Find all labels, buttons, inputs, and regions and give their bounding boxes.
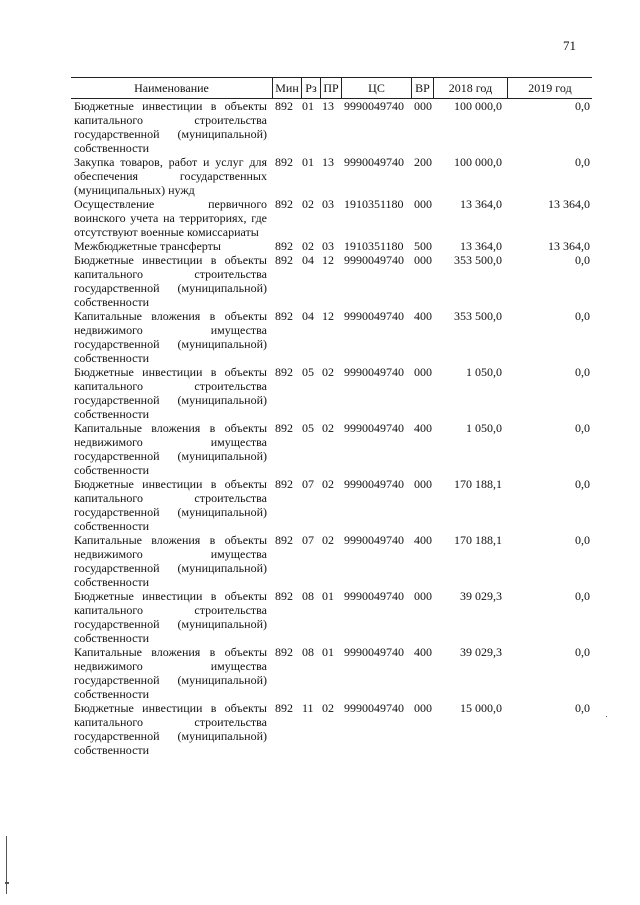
table-row xyxy=(71,239,592,253)
row-name: Бюджетные инвестиции в объекты капитального строительства государственной (муниципальной) собственности xyxy=(74,589,267,645)
row-vr: 200 xyxy=(414,155,432,169)
row-y2019: 13 364,0 xyxy=(548,239,590,253)
table-row xyxy=(71,477,592,533)
header-cs: ЦС xyxy=(341,78,411,98)
header-name: Наименование xyxy=(134,81,209,95)
row-y2019: 0,0 xyxy=(575,477,590,491)
table-row xyxy=(71,589,592,645)
row-vr: 000 xyxy=(414,365,432,379)
row-y2018: 39 029,3 xyxy=(460,645,502,659)
row-vr: 400 xyxy=(414,533,432,547)
row-rz: 04 xyxy=(302,309,314,323)
row-min: 892 xyxy=(275,421,293,435)
row-y2019: 0,0 xyxy=(575,701,590,715)
row-vr: 400 xyxy=(414,421,432,435)
row-vr: 000 xyxy=(414,477,432,491)
table-row xyxy=(71,365,592,421)
row-min: 892 xyxy=(275,589,293,603)
row-y2019: 0,0 xyxy=(575,155,590,169)
row-pr: 12 xyxy=(322,253,334,267)
row-min: 892 xyxy=(275,701,293,715)
row-rz: 02 xyxy=(302,197,314,211)
row-cs: 9990049740 xyxy=(344,365,404,379)
row-name: Закупка товаров, работ и услуг для обеспечения государственных (муниципальных) нужд xyxy=(74,155,267,197)
row-name: Капитальные вложения в объекты недвижимого имущества государственной (муниципальной) собственности xyxy=(74,645,267,701)
row-rz: 08 xyxy=(302,589,314,603)
row-y2018: 13 364,0 xyxy=(460,239,502,253)
row-vr: 000 xyxy=(414,701,432,715)
row-vr: 500 xyxy=(414,239,432,253)
header-rz: Рз xyxy=(301,78,320,98)
row-cs: 9990049740 xyxy=(344,477,404,491)
row-rz: 02 xyxy=(302,239,314,253)
row-y2019: 0,0 xyxy=(575,645,590,659)
row-cs: 1910351180 xyxy=(344,197,404,211)
row-rz: 04 xyxy=(302,253,314,267)
page-number: 71 xyxy=(563,38,576,53)
header-pr: ПР xyxy=(320,78,341,98)
row-min: 892 xyxy=(275,197,293,211)
row-y2018: 15 000,0 xyxy=(460,701,502,715)
row-pr: 02 xyxy=(322,533,334,547)
row-name: Бюджетные инвестиции в объекты капитального строительства государственной (муниципальной) собственности xyxy=(74,701,267,757)
row-cs: 1910351180 xyxy=(344,239,404,253)
row-min: 892 xyxy=(275,477,293,491)
row-pr: 02 xyxy=(322,477,334,491)
row-y2018: 100 000,0 xyxy=(454,155,502,169)
row-pr: 02 xyxy=(322,701,334,715)
table-row xyxy=(71,99,592,155)
row-vr: 400 xyxy=(414,645,432,659)
row-vr: 000 xyxy=(414,197,432,211)
scan-mark xyxy=(6,836,7,894)
row-y2018: 353 500,0 xyxy=(454,309,502,323)
row-y2018: 13 364,0 xyxy=(460,197,502,211)
row-cs: 9990049740 xyxy=(344,309,404,323)
row-name: Бюджетные инвестиции в объекты капитального строительства государственной (муниципальной) собственности xyxy=(74,99,267,155)
row-pr: 02 xyxy=(322,365,334,379)
row-y2018: 170 188,1 xyxy=(454,533,502,547)
row-pr: 01 xyxy=(322,645,334,659)
row-min: 892 xyxy=(275,645,293,659)
scan-mark xyxy=(606,716,607,717)
row-vr: 000 xyxy=(414,253,432,267)
header-2019: 2019 год xyxy=(507,78,592,98)
row-cs: 9990049740 xyxy=(344,253,404,267)
row-name: Капитальные вложения в объекты недвижимого имущества государственной (муниципальной) собственности xyxy=(74,309,267,365)
row-pr: 13 xyxy=(322,99,334,113)
row-name: Межбюджетные трансферты xyxy=(74,239,221,253)
row-cs: 9990049740 xyxy=(344,533,404,547)
row-y2018: 39 029,3 xyxy=(460,589,502,603)
header-vr: ВР xyxy=(411,78,433,98)
row-cs: 9990049740 xyxy=(344,421,404,435)
budget-table xyxy=(71,77,592,757)
header-2018: 2018 год xyxy=(433,78,507,98)
row-rz: 08 xyxy=(302,645,314,659)
row-rz: 05 xyxy=(302,421,314,435)
row-y2019: 0,0 xyxy=(575,253,590,267)
row-rz: 07 xyxy=(302,533,314,547)
row-cs: 9990049740 xyxy=(344,701,404,715)
row-rz: 01 xyxy=(302,99,314,113)
row-y2018: 100 000,0 xyxy=(454,99,502,113)
row-name: Капитальные вложения в объекты недвижимого имущества государственной (муниципальной) собственности xyxy=(74,533,267,589)
table-row xyxy=(71,645,592,701)
row-min: 892 xyxy=(275,239,293,253)
table-body xyxy=(71,99,592,757)
row-vr: 400 xyxy=(414,309,432,323)
row-y2019: 13 364,0 xyxy=(548,197,590,211)
row-min: 892 xyxy=(275,253,293,267)
table-row xyxy=(71,155,592,197)
row-min: 892 xyxy=(275,365,293,379)
row-y2019: 0,0 xyxy=(575,533,590,547)
row-pr: 03 xyxy=(322,197,334,211)
row-min: 892 xyxy=(275,533,293,547)
row-cs: 9990049740 xyxy=(344,155,404,169)
table-row xyxy=(71,253,592,309)
row-cs: 9990049740 xyxy=(344,99,404,113)
row-y2019: 0,0 xyxy=(575,309,590,323)
row-rz: 07 xyxy=(302,477,314,491)
row-vr: 000 xyxy=(414,589,432,603)
row-min: 892 xyxy=(275,155,293,169)
table-row xyxy=(71,421,592,477)
table-row xyxy=(71,533,592,589)
row-pr: 12 xyxy=(322,309,334,323)
table-row xyxy=(71,309,592,365)
row-cs: 9990049740 xyxy=(344,645,404,659)
row-y2018: 170 188,1 xyxy=(454,477,502,491)
table-header xyxy=(71,77,592,99)
header-min: Мин xyxy=(272,78,301,98)
row-y2019: 0,0 xyxy=(575,99,590,113)
row-pr: 01 xyxy=(322,589,334,603)
row-y2019: 0,0 xyxy=(575,421,590,435)
row-name: Капитальные вложения в объекты недвижимого имущества государственной (муниципальной) собственности xyxy=(74,421,267,477)
row-name: Бюджетные инвестиции в объекты капитального строительства государственной (муниципальной) собственности xyxy=(74,477,267,533)
row-cs: 9990049740 xyxy=(344,589,404,603)
row-pr: 02 xyxy=(322,421,334,435)
row-pr: 13 xyxy=(322,155,334,169)
row-y2018: 1 050,0 xyxy=(466,421,502,435)
scan-mark xyxy=(5,882,9,884)
row-min: 892 xyxy=(275,99,293,113)
row-rz: 01 xyxy=(302,155,314,169)
row-y2019: 0,0 xyxy=(575,365,590,379)
row-y2018: 1 050,0 xyxy=(466,365,502,379)
row-vr: 000 xyxy=(414,99,432,113)
row-name: Бюджетные инвестиции в объекты капитального строительства государственной (муниципальной) собственности xyxy=(74,253,267,309)
row-y2018: 353 500,0 xyxy=(454,253,502,267)
row-name: Осуществление первичного воинского учета на территориях, где отсутствуют военные комиссариаты xyxy=(74,197,267,239)
row-y2019: 0,0 xyxy=(575,589,590,603)
row-pr: 03 xyxy=(322,239,334,253)
row-rz: 11 xyxy=(302,701,314,715)
row-min: 892 xyxy=(275,309,293,323)
row-rz: 05 xyxy=(302,365,314,379)
table-row xyxy=(71,701,592,757)
row-name: Бюджетные инвестиции в объекты капитального строительства государственной (муниципальной) собственности xyxy=(74,365,267,421)
table-row xyxy=(71,197,592,239)
